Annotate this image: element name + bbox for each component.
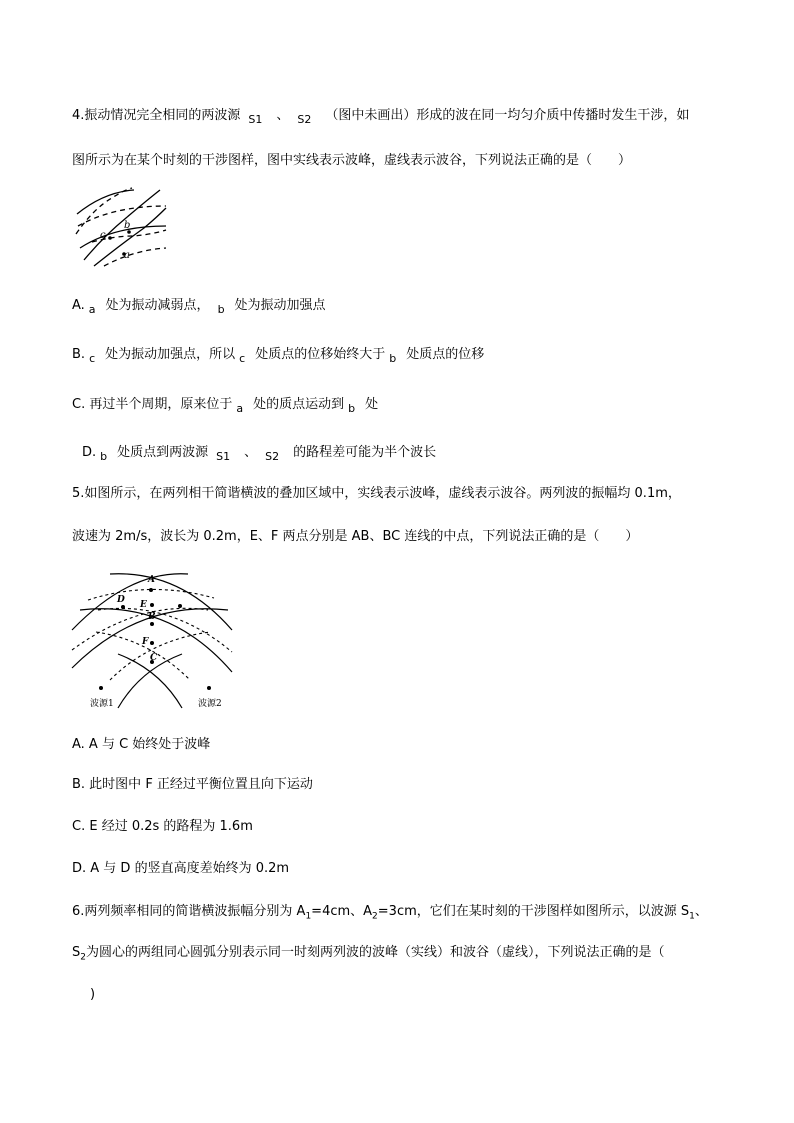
- q5-option-d: [72, 861, 289, 877]
- q5-stem-text-a: 5.如图所示，在两列相干简谐横波的叠加区域中，实线表示波峰，虚线表示波谷。两列波的振幅均 0.1m，: [72, 486, 681, 501]
- q5-opt-b-text: B. 此时图中 F 正经过平衡位置且向下运动: [72, 777, 313, 792]
- q4-stem-line2: [72, 153, 631, 169]
- q4-opt-b-var3: b: [389, 352, 397, 365]
- q6-text-c: =3cm，它们在某时刻的干涉图样如图所示，以波源 S: [377, 904, 690, 919]
- q6-stem-line1: [72, 904, 708, 925]
- q4-opt-a-text2: 处为振动加强点: [234, 298, 326, 313]
- q4-stem-text-c: 图所示为在某个时刻的干涉图样，图中实线表示波峰，虚线表示波谷，下列说法正确的是（ ）: [72, 153, 632, 168]
- q4-opt-d-sep: 、: [244, 445, 258, 460]
- q5-option-b: [72, 777, 313, 793]
- q4-option-c: [72, 397, 378, 413]
- q4-opt-b-var2: c: [239, 352, 246, 365]
- q6-sub-4: 2: [80, 952, 86, 963]
- q5-stem-line2: [72, 529, 638, 545]
- q6-text-a: 6.两列频率相同的简谐横波振幅分别为 A: [72, 904, 306, 919]
- q4-opt-d-text2: 的路程差可能为半个波长: [293, 445, 437, 460]
- q5-label-source2: 波源2: [198, 699, 222, 709]
- q4-opt-d-var1: b: [100, 450, 108, 463]
- q5-stem-line1: [72, 486, 681, 502]
- q5-label-E: E: [140, 600, 147, 610]
- q5-option-a: [72, 737, 210, 753]
- q6-text-b: =4cm、A: [311, 904, 373, 919]
- q4-source-s1: S1: [248, 113, 263, 126]
- q4-interference-figure: [74, 186, 170, 270]
- q5-label-F: F: [142, 637, 149, 647]
- q4-opt-d-text1: 处质点到两波源: [117, 445, 209, 460]
- q5-opt-d-text: D. A 与 D 的竖直高度差始终为 0.2m: [72, 861, 290, 876]
- q5-option-c: [72, 819, 253, 835]
- q4-option-d: [82, 445, 436, 461]
- q4-option-a: [72, 298, 326, 314]
- q5-label-C: C: [150, 653, 158, 663]
- q4-opt-d-s1: S1: [216, 450, 231, 463]
- q4-option-b: [72, 347, 484, 363]
- q4-opt-b-var1: c: [89, 352, 96, 365]
- q4-opt-d-s2: S2: [265, 450, 280, 463]
- q4-opt-c-text1: C. 再过半个周期，原来位于: [72, 397, 233, 412]
- q4-stem-text-a: 4.振动情况完全相同的两波源: [72, 108, 241, 123]
- q4-opt-b-prefix: B.: [72, 347, 86, 362]
- q5-interference-figure: [70, 570, 236, 710]
- q4-opt-a-var1: a: [88, 303, 96, 316]
- q4-source-s2: S2: [297, 113, 312, 126]
- q4-opt-a-text1: 处为振动减弱点，: [105, 298, 210, 313]
- q6-text-d: 、: [694, 904, 708, 919]
- q4-opt-b-text2: 处质点的位移始终大于: [255, 347, 386, 362]
- q4-label-a: a: [124, 250, 130, 261]
- q5-label-B: B: [148, 612, 156, 622]
- q5-opt-c-text: C. E 经过 0.2s 的路程为 1.6m: [72, 819, 253, 834]
- q6-sub-2: 2: [372, 911, 378, 922]
- q6-sub-1: 1: [305, 911, 312, 922]
- q4-opt-a-prefix: A.: [72, 298, 85, 313]
- q4-stem-line1: [72, 108, 689, 124]
- q4-opt-b-text1: 处为振动加强点，所以: [105, 347, 236, 362]
- q4-opt-a-var2: b: [217, 303, 225, 316]
- q4-label-c: c: [100, 230, 106, 241]
- q4-label-b: b: [124, 220, 131, 231]
- q5-stem-text-b: 波速为 2m/s，波长为 0.2m，E、F 两点分别是 AB、BC 连线的中点，下列说法正确的是（ ）: [72, 529, 639, 544]
- q6-sub-3: 1: [689, 911, 695, 922]
- q6-text-e: S: [72, 945, 81, 960]
- q5-label-source1: 波源1: [90, 699, 114, 709]
- q6-stem-line2: [72, 945, 665, 966]
- q4-point-c: [108, 236, 112, 240]
- q5-label-A: A: [148, 575, 155, 585]
- q4-opt-b-text3: 处质点的位移: [406, 347, 485, 362]
- q6-text-f: 为圆心的两组同心圆弧分别表示同一时刻两列波的波峰（实线）和波谷（虚线），下列说法正确的是（: [86, 945, 665, 960]
- q4-opt-c-var2: b: [348, 402, 356, 415]
- q6-text-g: ): [90, 987, 96, 1002]
- q4-stem-text-b: （图中未画出）形成的波在同一均匀介质中传播时发生干涉，如: [325, 108, 690, 123]
- q5-label-D: D: [117, 595, 125, 605]
- q5-opt-a-text: A. A 与 C 始终处于波峰: [72, 737, 211, 752]
- q4-opt-d-prefix: D.: [82, 445, 97, 460]
- q4-opt-c-text3: 处: [365, 397, 379, 412]
- q4-separator: 、: [276, 108, 290, 123]
- q6-stem-line3: [90, 987, 95, 1003]
- q4-opt-c-text2: 处的质点运动到: [253, 397, 345, 412]
- q4-opt-c-var1: a: [236, 402, 244, 415]
